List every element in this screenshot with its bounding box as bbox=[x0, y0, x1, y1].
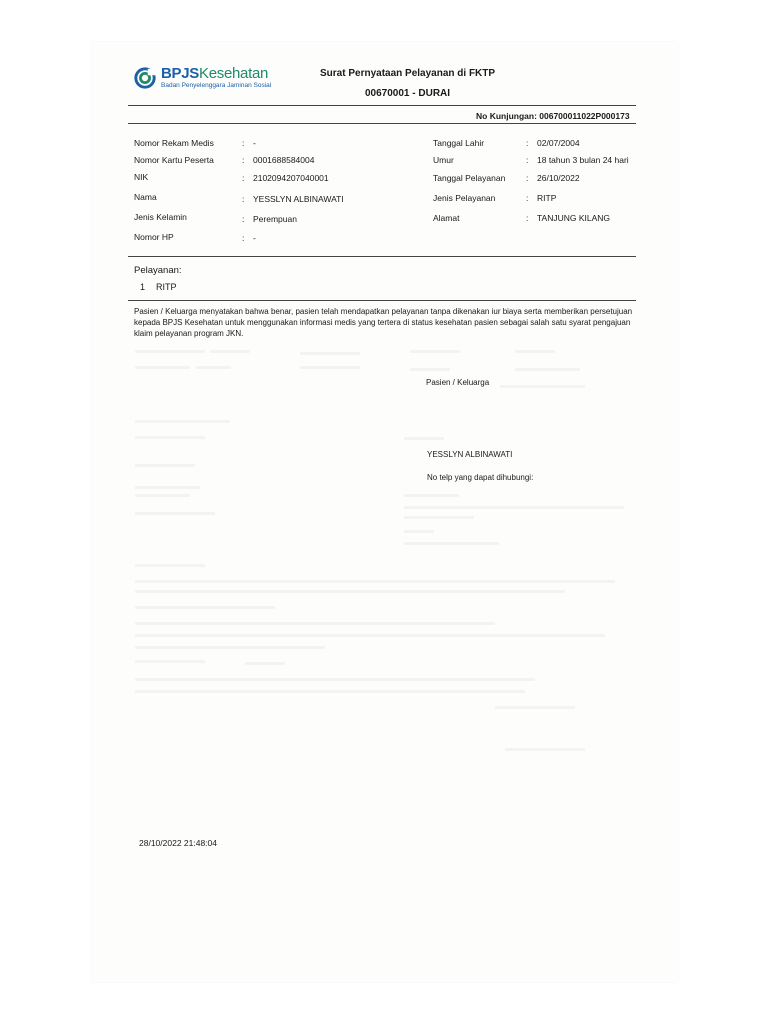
age-label: Umur bbox=[433, 155, 454, 165]
gender-value: Perempuan bbox=[253, 214, 297, 224]
card-number-value: 0001688584004 bbox=[253, 155, 315, 165]
colon: : bbox=[526, 173, 529, 183]
service-date-value: 26/10/2022 bbox=[537, 173, 580, 183]
name-label: Nama bbox=[134, 192, 157, 202]
divider bbox=[128, 105, 636, 106]
colon: : bbox=[526, 155, 529, 165]
service-date-label: Tanggal Pelayanan bbox=[433, 173, 506, 183]
colon: : bbox=[242, 155, 245, 165]
birth-date-label: Tanggal Lahir bbox=[433, 138, 485, 148]
colon: : bbox=[526, 138, 529, 148]
divider bbox=[128, 300, 636, 301]
colon: : bbox=[242, 194, 245, 204]
divider bbox=[128, 256, 636, 257]
colon: : bbox=[526, 213, 529, 223]
medical-record-value: - bbox=[253, 138, 256, 148]
name-value: YESSLYN ALBINAWATI bbox=[253, 194, 344, 204]
phone-label: Nomor HP bbox=[134, 232, 174, 242]
signature-name: YESSLYN ALBINAWATI bbox=[427, 450, 513, 459]
service-type-label: Jenis Pelayanan bbox=[433, 193, 496, 203]
colon: : bbox=[242, 233, 245, 243]
address-value: TANJUNG KILANG bbox=[537, 213, 611, 223]
signature-role: Pasien / Keluarga bbox=[426, 378, 490, 387]
birth-date-value: 02/07/2004 bbox=[537, 138, 580, 148]
nik-label: NIK bbox=[134, 172, 149, 182]
service-item-number: 1 bbox=[140, 282, 146, 292]
gender-label: Jenis Kelamin bbox=[134, 212, 187, 222]
printed-timestamp: 28/10/2022 21:48:04 bbox=[139, 838, 217, 848]
service-item bbox=[140, 282, 177, 292]
document-title: Surat Pernyataan Pelayanan di FKTP bbox=[320, 68, 496, 79]
age-value: 18 tahun 3 bulan 24 hari bbox=[537, 155, 629, 165]
logo-wordmark: BPJSKesehatan bbox=[161, 65, 269, 82]
services-heading: Pelayanan: bbox=[134, 265, 182, 276]
colon: : bbox=[242, 138, 245, 148]
service-item-name: RITP bbox=[156, 282, 177, 292]
visit-number: No Kunjungan: 006700011022P000173 bbox=[476, 111, 630, 121]
bpjs-logo bbox=[134, 66, 271, 90]
address-label: Alamat bbox=[433, 213, 460, 223]
colon: : bbox=[242, 173, 245, 183]
medical-record-label: Nomor Rekam Medis bbox=[134, 138, 214, 148]
facility-code: 00670001 - DURAI bbox=[365, 88, 451, 99]
signature-phone-label: No telp yang dapat dihubungi: bbox=[427, 473, 534, 482]
colon: : bbox=[526, 193, 529, 203]
card-number-label: Nomor Kartu Peserta bbox=[134, 155, 214, 165]
colon: : bbox=[242, 214, 245, 224]
logo-subtitle: Badan Penyelenggara Jaminan Sosial bbox=[161, 82, 272, 89]
consent-statement: Pasien / Keluarga menyatakan bahwa benar, pasien telah mendapatkan pelayanan tanpa dikenakan iur biaya serta memberikan persetujuan kepada BPJS Kesehatan untuk menggunakan informasi medis yang tertera di status kesehatan pasien sebagai salah satu syarat pengajuan klaim pelayanan program JKN. bbox=[134, 307, 633, 338]
bpjs-logo-icon bbox=[134, 67, 156, 89]
divider bbox=[128, 123, 636, 124]
service-type-value: RITP bbox=[537, 193, 557, 203]
phone-value: - bbox=[253, 233, 256, 243]
nik-value: 2102094207040001 bbox=[253, 173, 329, 183]
